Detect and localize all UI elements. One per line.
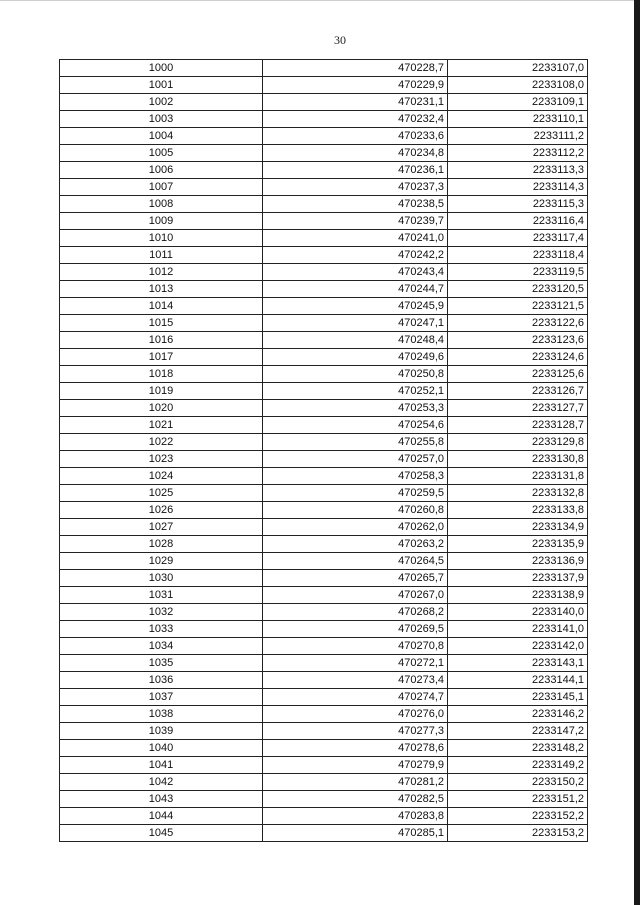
table-row: [60, 485, 588, 502]
point-number-cell: 1014: [60, 298, 263, 315]
x-coordinate-cell: 470281,2: [263, 774, 448, 791]
y-coordinate-cell: 2233133,8: [448, 502, 588, 519]
table-row: [60, 553, 588, 570]
y-coordinate-cell: 2233134,9: [448, 519, 588, 536]
y-coordinate-cell: 2233114,3: [448, 179, 588, 196]
y-coordinate-cell: 2233108,0: [448, 77, 588, 94]
point-number-cell: 1026: [60, 502, 263, 519]
y-coordinate-cell: 2233125,6: [448, 366, 588, 383]
y-coordinate-cell: 2233121,5: [448, 298, 588, 315]
table-row: [60, 621, 588, 638]
coordinates-table: [59, 59, 588, 842]
y-coordinate-cell: 2233138,9: [448, 587, 588, 604]
scan-dark-edge: [634, 0, 640, 905]
y-coordinate-cell: 2233123,6: [448, 332, 588, 349]
point-number-cell: 1013: [60, 281, 263, 298]
point-number-cell: 1002: [60, 94, 263, 111]
point-number-cell: 1010: [60, 230, 263, 247]
table-row: [60, 196, 588, 213]
point-number-cell: 1009: [60, 213, 263, 230]
x-coordinate-cell: 470269,5: [263, 621, 448, 638]
table-row: [60, 383, 588, 400]
y-coordinate-cell: 2233128,7: [448, 417, 588, 434]
x-coordinate-cell: 470232,4: [263, 111, 448, 128]
x-coordinate-cell: 470278,6: [263, 740, 448, 757]
y-coordinate-cell: 2233152,2: [448, 808, 588, 825]
y-coordinate-cell: 2233110,1: [448, 111, 588, 128]
y-coordinate-cell: 2233132,8: [448, 485, 588, 502]
y-coordinate-cell: 2233144,1: [448, 672, 588, 689]
table-row: [60, 349, 588, 366]
table-row: [60, 162, 588, 179]
x-coordinate-cell: 470247,1: [263, 315, 448, 332]
table-row: [60, 791, 588, 808]
y-coordinate-cell: 2233126,7: [448, 383, 588, 400]
point-number-cell: 1025: [60, 485, 263, 502]
point-number-cell: 1024: [60, 468, 263, 485]
table-row: [60, 111, 588, 128]
x-coordinate-cell: 470277,3: [263, 723, 448, 740]
x-coordinate-cell: 470268,2: [263, 604, 448, 621]
y-coordinate-cell: 2233122,6: [448, 315, 588, 332]
point-number-cell: 1045: [60, 825, 263, 842]
table-row: [60, 77, 588, 94]
point-number-cell: 1028: [60, 536, 263, 553]
x-coordinate-cell: 470259,5: [263, 485, 448, 502]
point-number-cell: 1007: [60, 179, 263, 196]
table-row: [60, 774, 588, 791]
y-coordinate-cell: 2233147,2: [448, 723, 588, 740]
table-row: [60, 672, 588, 689]
y-coordinate-cell: 2233135,9: [448, 536, 588, 553]
y-coordinate-cell: 2233113,3: [448, 162, 588, 179]
table-row: [60, 638, 588, 655]
table-row: [60, 400, 588, 417]
point-number-cell: 1031: [60, 587, 263, 604]
y-coordinate-cell: 2233118,4: [448, 247, 588, 264]
table-row: [60, 230, 588, 247]
table-row: [60, 366, 588, 383]
y-coordinate-cell: 2233111,2: [448, 128, 588, 145]
table-row: [60, 145, 588, 162]
table-row: [60, 128, 588, 145]
x-coordinate-cell: 470273,4: [263, 672, 448, 689]
y-coordinate-cell: 2233151,2: [448, 791, 588, 808]
point-number-cell: 1018: [60, 366, 263, 383]
y-coordinate-cell: 2233119,5: [448, 264, 588, 281]
x-coordinate-cell: 470228,7: [263, 60, 448, 77]
table-row: [60, 825, 588, 842]
y-coordinate-cell: 2233153,2: [448, 825, 588, 842]
y-coordinate-cell: 2233136,9: [448, 553, 588, 570]
x-coordinate-cell: 470255,8: [263, 434, 448, 451]
point-number-cell: 1044: [60, 808, 263, 825]
table-row: [60, 264, 588, 281]
table-row: [60, 502, 588, 519]
x-coordinate-cell: 470252,1: [263, 383, 448, 400]
page-number: 30: [334, 33, 346, 47]
point-number-cell: 1008: [60, 196, 263, 213]
x-coordinate-cell: 470248,4: [263, 332, 448, 349]
table-row: [60, 570, 588, 587]
table-row: [60, 655, 588, 672]
x-coordinate-cell: 470274,7: [263, 689, 448, 706]
point-number-cell: 1016: [60, 332, 263, 349]
table-row: [60, 706, 588, 723]
y-coordinate-cell: 2233117,4: [448, 230, 588, 247]
x-coordinate-cell: 470250,8: [263, 366, 448, 383]
point-number-cell: 1012: [60, 264, 263, 281]
scan-top-line: [0, 0, 640, 1]
x-coordinate-cell: 470267,0: [263, 587, 448, 604]
point-number-cell: 1029: [60, 553, 263, 570]
point-number-cell: 1020: [60, 400, 263, 417]
y-coordinate-cell: 2233148,2: [448, 740, 588, 757]
point-number-cell: 1001: [60, 77, 263, 94]
point-number-cell: 1022: [60, 434, 263, 451]
y-coordinate-cell: 2233112,2: [448, 145, 588, 162]
x-coordinate-cell: 470282,5: [263, 791, 448, 808]
y-coordinate-cell: 2233150,2: [448, 774, 588, 791]
y-coordinate-cell: 2233124,6: [448, 349, 588, 366]
y-coordinate-cell: 2233146,2: [448, 706, 588, 723]
x-coordinate-cell: 470254,6: [263, 417, 448, 434]
point-number-cell: 1019: [60, 383, 263, 400]
x-coordinate-cell: 470237,3: [263, 179, 448, 196]
point-number-cell: 1040: [60, 740, 263, 757]
point-number-cell: 1035: [60, 655, 263, 672]
y-coordinate-cell: 2233142,0: [448, 638, 588, 655]
table-row: [60, 587, 588, 604]
x-coordinate-cell: 470229,9: [263, 77, 448, 94]
y-coordinate-cell: 2233140,0: [448, 604, 588, 621]
point-number-cell: 1006: [60, 162, 263, 179]
table-row: [60, 451, 588, 468]
point-number-cell: 1017: [60, 349, 263, 366]
x-coordinate-cell: 470257,0: [263, 451, 448, 468]
y-coordinate-cell: 2233115,3: [448, 196, 588, 213]
table-row: [60, 757, 588, 774]
point-number-cell: 1023: [60, 451, 263, 468]
table-row: [60, 689, 588, 706]
x-coordinate-cell: 470285,1: [263, 825, 448, 842]
y-coordinate-cell: 2233120,5: [448, 281, 588, 298]
point-number-cell: 1037: [60, 689, 263, 706]
y-coordinate-cell: 2233131,8: [448, 468, 588, 485]
table-row: [60, 247, 588, 264]
table-row: [60, 808, 588, 825]
table-row: [60, 740, 588, 757]
point-number-cell: 1038: [60, 706, 263, 723]
table-row: [60, 332, 588, 349]
x-coordinate-cell: 470238,5: [263, 196, 448, 213]
point-number-cell: 1011: [60, 247, 263, 264]
table-row: [60, 417, 588, 434]
point-number-cell: 1003: [60, 111, 263, 128]
point-number-cell: 1015: [60, 315, 263, 332]
y-coordinate-cell: 2233127,7: [448, 400, 588, 417]
y-coordinate-cell: 2233107,0: [448, 60, 588, 77]
x-coordinate-cell: 470264,5: [263, 553, 448, 570]
y-coordinate-cell: 2233149,2: [448, 757, 588, 774]
point-number-cell: 1042: [60, 774, 263, 791]
table-body: [60, 60, 588, 842]
x-coordinate-cell: 470276,0: [263, 706, 448, 723]
point-number-cell: 1033: [60, 621, 263, 638]
y-coordinate-cell: 2233143,1: [448, 655, 588, 672]
y-coordinate-cell: 2233129,8: [448, 434, 588, 451]
x-coordinate-cell: 470243,4: [263, 264, 448, 281]
point-number-cell: 1032: [60, 604, 263, 621]
point-number-cell: 1000: [60, 60, 263, 77]
x-coordinate-cell: 470244,7: [263, 281, 448, 298]
table-row: [60, 94, 588, 111]
x-coordinate-cell: 470234,8: [263, 145, 448, 162]
point-number-cell: 1027: [60, 519, 263, 536]
x-coordinate-cell: 470263,2: [263, 536, 448, 553]
y-coordinate-cell: 2233145,1: [448, 689, 588, 706]
x-coordinate-cell: 470253,3: [263, 400, 448, 417]
table-row: [60, 315, 588, 332]
x-coordinate-cell: 470265,7: [263, 570, 448, 587]
x-coordinate-cell: 470279,9: [263, 757, 448, 774]
table-row: [60, 60, 588, 77]
table-row: [60, 536, 588, 553]
table-row: [60, 519, 588, 536]
point-number-cell: 1030: [60, 570, 263, 587]
x-coordinate-cell: 470283,8: [263, 808, 448, 825]
x-coordinate-cell: 470262,0: [263, 519, 448, 536]
point-number-cell: 1039: [60, 723, 263, 740]
table-row: [60, 298, 588, 315]
table-row: [60, 179, 588, 196]
x-coordinate-cell: 470231,1: [263, 94, 448, 111]
point-number-cell: 1041: [60, 757, 263, 774]
table-row: [60, 723, 588, 740]
x-coordinate-cell: 470270,8: [263, 638, 448, 655]
x-coordinate-cell: 470236,1: [263, 162, 448, 179]
table-row: [60, 468, 588, 485]
x-coordinate-cell: 470239,7: [263, 213, 448, 230]
table-row: [60, 434, 588, 451]
x-coordinate-cell: 470245,9: [263, 298, 448, 315]
table-row: [60, 604, 588, 621]
y-coordinate-cell: 2233141,0: [448, 621, 588, 638]
point-number-cell: 1036: [60, 672, 263, 689]
point-number-cell: 1043: [60, 791, 263, 808]
y-coordinate-cell: 2233116,4: [448, 213, 588, 230]
point-number-cell: 1021: [60, 417, 263, 434]
table-row: [60, 213, 588, 230]
point-number-cell: 1034: [60, 638, 263, 655]
point-number-cell: 1004: [60, 128, 263, 145]
y-coordinate-cell: 2233137,9: [448, 570, 588, 587]
x-coordinate-cell: 470249,6: [263, 349, 448, 366]
x-coordinate-cell: 470241,0: [263, 230, 448, 247]
x-coordinate-cell: 470258,3: [263, 468, 448, 485]
x-coordinate-cell: 470233,6: [263, 128, 448, 145]
y-coordinate-cell: 2233130,8: [448, 451, 588, 468]
x-coordinate-cell: 470260,8: [263, 502, 448, 519]
table-row: [60, 281, 588, 298]
x-coordinate-cell: 470272,1: [263, 655, 448, 672]
point-number-cell: 1005: [60, 145, 263, 162]
y-coordinate-cell: 2233109,1: [448, 94, 588, 111]
x-coordinate-cell: 470242,2: [263, 247, 448, 264]
